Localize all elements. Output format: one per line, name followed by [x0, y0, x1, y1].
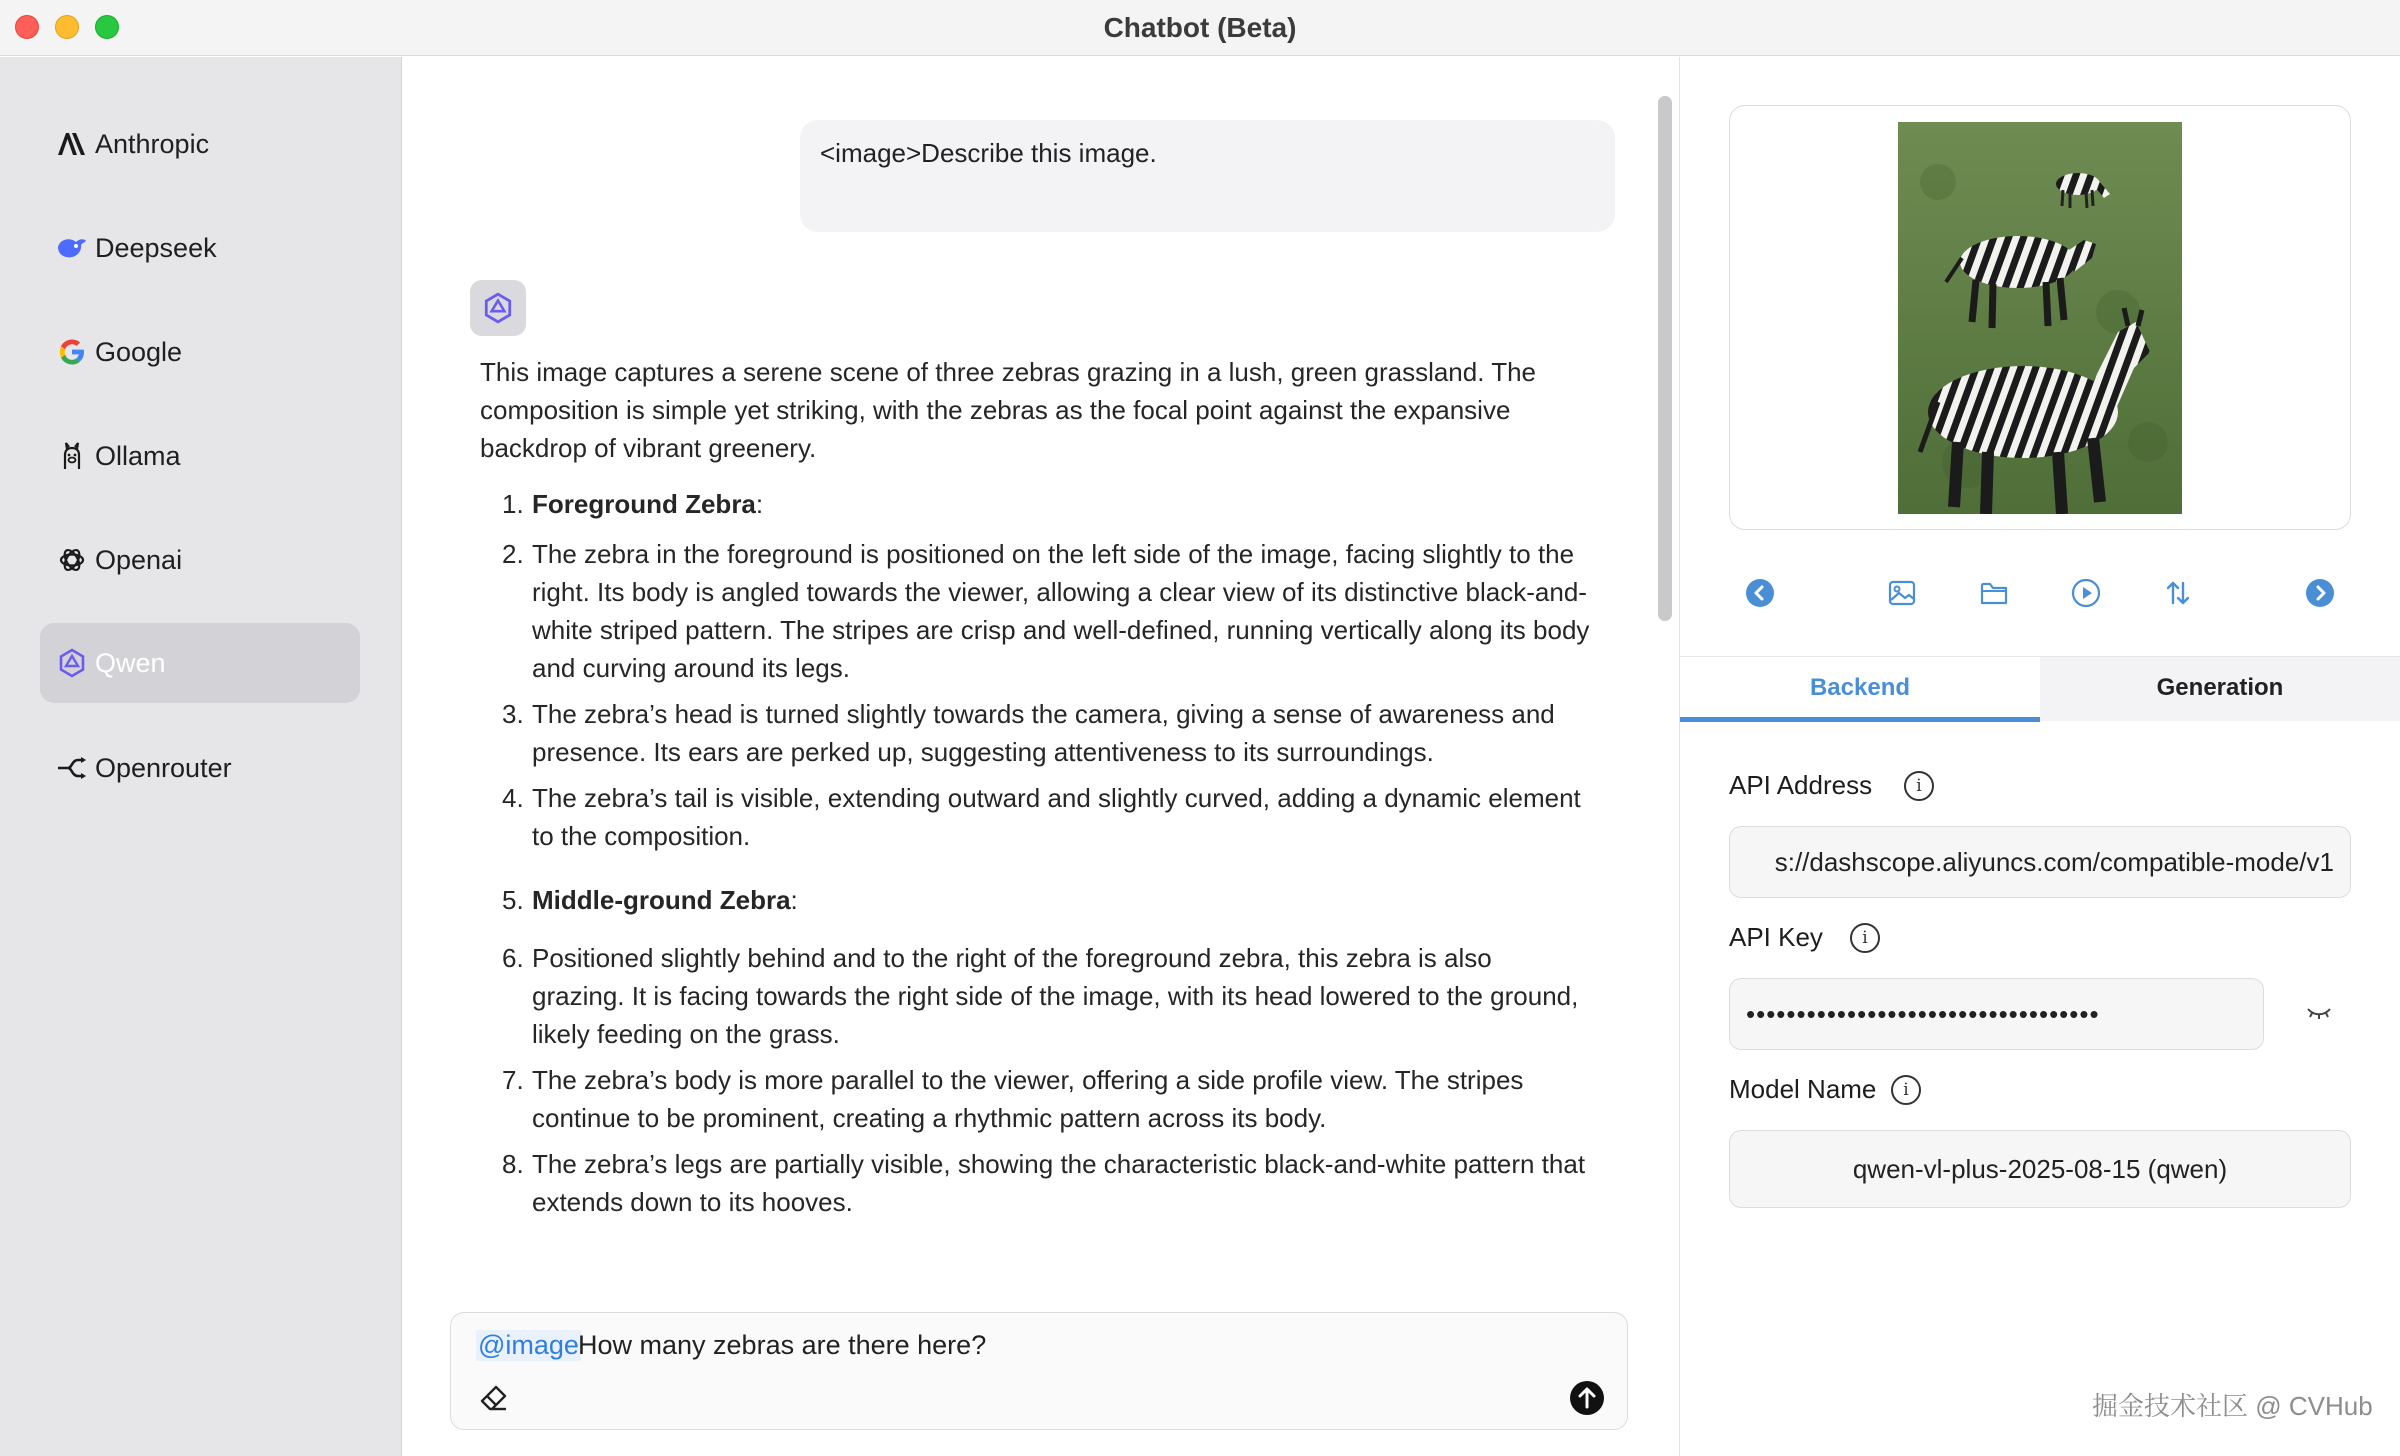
info-icon[interactable]: i: [1904, 771, 1934, 801]
sidebar-item-label: Google: [95, 336, 183, 367]
sidebar-item-label: Qwen: [95, 647, 166, 678]
composer-input-text[interactable]: How many zebras are there here?: [578, 1330, 987, 1360]
settings-tabs: [1680, 656, 2400, 721]
answer-intro: This image captures a serene scene of three zebras grazing in a lush, green grassland. The composition is simple yet striking, with the zebras as the focal point against the expansive backdrop of vibrant greenery.: [480, 357, 1537, 463]
sidebar-item-openrouter[interactable]: [40, 728, 360, 808]
user-message: <image>Describe this image.: [800, 120, 1615, 232]
deepseek-icon: [55, 231, 89, 265]
sidebar-item-deepseek[interactable]: [40, 208, 360, 288]
sidebar-item-label: Openai: [95, 544, 183, 575]
sidebar-item-ollama[interactable]: [40, 416, 360, 496]
info-icon[interactable]: i: [1850, 923, 1880, 953]
answer-list: [480, 485, 1590, 1221]
sidebar-item-label: Ollama: [95, 440, 181, 471]
eye-closed-icon[interactable]: [2304, 1001, 2334, 1023]
qwen-avatar-icon: [470, 280, 526, 336]
zebra-photo: [1898, 122, 2182, 514]
list-item: 7. The zebra’s body is more parallel to the viewer, offering a side profile view. The stripes continue to be prominent, creating a rhythmic pattern across its body.: [502, 1065, 1524, 1133]
api-address-label: API Address: [1729, 770, 1873, 800]
sidebar-item-openai[interactable]: [40, 520, 360, 600]
api-key-label: API Key: [1729, 922, 1823, 952]
ollama-icon: [55, 439, 89, 473]
play-icon[interactable]: [2068, 575, 2104, 611]
title-bar: [0, 0, 2400, 56]
sidebar-item-google[interactable]: [40, 312, 360, 392]
tab-generation[interactable]: Generation: [2156, 674, 2284, 701]
list-item: 4. The zebra’s tail is visible, extending outward and slightly curved, adding a dynamic element to the composition.: [502, 783, 1581, 851]
next-image-button[interactable]: [2302, 575, 2338, 611]
sidebar-item-anthropic[interactable]: [40, 104, 360, 184]
sidebar-item-label: Deepseek: [95, 232, 217, 263]
assistant-message: [480, 353, 1590, 1229]
eraser-icon[interactable]: [477, 1381, 511, 1415]
sidebar-item-qwen[interactable]: [40, 623, 360, 703]
qwen-icon: [55, 646, 89, 680]
message-composer[interactable]: [450, 1312, 1628, 1430]
folder-icon[interactable]: [1976, 575, 2012, 611]
watermark: 掘金技术社区 @ CVHub: [2092, 1391, 2373, 1421]
sort-arrows-icon[interactable]: [2160, 575, 2196, 611]
sidebar-item-label: Openrouter: [95, 752, 232, 783]
image-mention-tag[interactable]: @image: [478, 1330, 579, 1360]
send-arrow-icon[interactable]: [1569, 1380, 1605, 1416]
previous-image-button[interactable]: [1742, 575, 1778, 611]
info-icon[interactable]: i: [1891, 1075, 1921, 1105]
list-item: 3. The zebra’s head is turned slightly towards the camera, giving a sense of awareness and presence. Its ears are perked up, suggesting attentiveness to its surroundings.: [502, 699, 1555, 767]
openai-icon: [55, 543, 89, 577]
openrouter-icon: [55, 751, 89, 785]
model-name-label: Model Name: [1729, 1074, 1877, 1104]
api-key-input[interactable]: •••••••••••••••••••••••••••••••••••: [1729, 978, 2264, 1050]
list-item: 8. The zebra’s legs are partially visible, showing the characteristic black-and-white pattern that extends down to its hooves.: [502, 1149, 1586, 1217]
api-address-input[interactable]: s://dashscope.aliyuncs.com/compatible-mode/v1: [1729, 826, 2351, 898]
anthropic-icon: [55, 127, 89, 161]
sidebar-item-label: Anthropic: [95, 128, 210, 159]
google-icon: [55, 335, 89, 369]
list-item: 6. Positioned slightly behind and to the right of the foreground zebra, this zebra is also grazing. It is facing towards the right side of the image, with its head lowered to the ground, likely feeding on the grass.: [502, 943, 1579, 1049]
tab-backend[interactable]: Backend: [1680, 657, 2040, 722]
list-item: 1. Foreground Zebra:: [502, 489, 764, 519]
chat-scrollbar[interactable]: [1658, 96, 1672, 621]
list-item: 5. Middle-ground Zebra:: [502, 885, 798, 915]
list-item: 2. The zebra in the foreground is positioned on the left side of the image, facing slightly to the right. Its body is angled towards the viewer, allowing a clear view of its distinctive black-and-white striped pattern. The stripes are crisp and well-defined, running vertically along its body and curving around its legs.: [502, 539, 1590, 683]
image-icon[interactable]: [1884, 575, 1920, 611]
window-title: Chatbot (Beta): [1103, 12, 1297, 43]
model-name-select[interactable]: qwen-vl-plus-2025-08-15 (qwen): [1729, 1130, 2351, 1208]
